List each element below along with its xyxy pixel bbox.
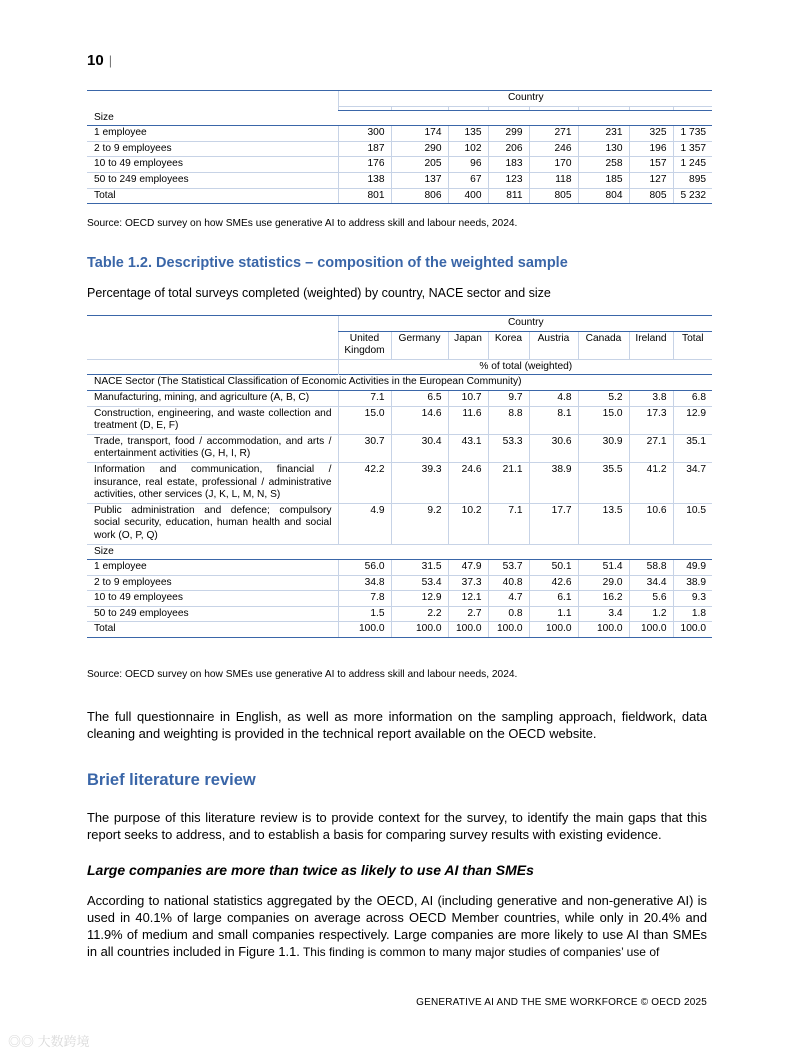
table2-unit-row [87,359,712,375]
paragraph-purpose: The purpose of this literature review is to provide context for the survey, to identify the main gaps that this report seeks to address, and to establish a basis for comparing survey results with existing evidence. [87,810,707,842]
column-header: Korea [488,331,529,359]
cell-value: 805 [529,188,578,204]
paragraph-statistics [87,892,707,961]
cell-value: 12.1 [448,591,488,607]
cell-value: 9.3 [673,591,712,607]
cell-value: 40.8 [488,575,529,591]
cell-value: 10.6 [629,503,673,544]
cell-value: 895 [673,172,712,188]
cell-value: 6.1 [529,591,578,607]
cell-value: 6.5 [391,390,448,406]
cell-value: 135 [448,126,488,142]
cell-value: 100.0 [391,622,448,638]
table2-title: Table 1.2. Descriptive statistics – composition of the weighted sample [87,255,568,271]
subheading: Large companies are more than twice as likely to use AI than SMEs [87,862,534,878]
watermark-logo: ◎◎ 大数跨境 [8,1034,90,1049]
row-label: Manufacturing, mining, and agriculture (A, B, C) [87,390,338,406]
paragraph-statistics-main: According to national statistics aggregated by the OECD, AI (including generative and non-generative AI) is used in 40.1% of large companies on average across OECD Member countries, while only in 20.4% and 11.9% of medium and small companies respectively. Large companies are more likely to use AI than SMEs in all countries included in Figure 1.1. [87,893,707,959]
cell-value: 811 [488,188,529,204]
cell-value: 1 735 [673,126,712,142]
cell-value: 38.9 [673,575,712,591]
cell-value: 137 [391,172,448,188]
table1-country-header-row [87,91,712,107]
cell-value: 34.8 [338,575,391,591]
cell-value: 58.8 [629,560,673,576]
row-label: Total [87,188,338,204]
table-row [87,406,712,434]
cell-value: 10.5 [673,503,712,544]
cell-value: 1.5 [338,606,391,622]
table1-source: Source: OECD survey on how SMEs use generative AI to address skill and labour needs, 2024. [87,218,518,229]
cell-value: 325 [629,126,673,142]
cell-value: 12.9 [673,406,712,434]
cell-value: 5.2 [578,390,629,406]
cell-value: 34.7 [673,462,712,503]
table2-size-section [87,544,712,560]
cell-value: 0.8 [488,606,529,622]
column-header: Total [673,331,712,359]
table2-country-header-row [87,316,712,332]
row-label: 2 to 9 employees [87,141,338,157]
cell-value: 100.0 [673,622,712,638]
cell-value: 246 [529,141,578,157]
cell-value: 206 [488,141,529,157]
cell-value: 1 245 [673,157,712,173]
cell-value: 29.0 [578,575,629,591]
table-row [87,157,712,173]
cell-value: 43.1 [448,434,488,462]
table-sample-counts [87,90,712,204]
cell-value: 42.2 [338,462,391,503]
cell-value: 16.2 [578,591,629,607]
row-label: 1 employee [87,126,338,142]
cell-value: 9.7 [488,390,529,406]
table-row [87,591,712,607]
cell-value: 6.8 [673,390,712,406]
table-row [87,462,712,503]
cell-value: 10.7 [448,390,488,406]
cell-value: 100.0 [629,622,673,638]
row-label: 1 employee [87,560,338,576]
column-header: United Kingdom [338,331,391,359]
cell-value: 118 [529,172,578,188]
cell-value: 31.5 [391,560,448,576]
table2-size-label: Size [87,544,712,560]
table1-size-label: Size [87,110,712,126]
cell-value: 30.7 [338,434,391,462]
page-number: 10 | [87,52,113,69]
cell-value: 53.4 [391,575,448,591]
cell-value: 3.8 [629,390,673,406]
cell-value: 15.0 [578,406,629,434]
paragraph-statistics-tail: This finding is common to many major studies of companies’ use of [299,945,660,959]
cell-value: 30.4 [391,434,448,462]
cell-value: 37.3 [448,575,488,591]
cell-value: 14.6 [391,406,448,434]
cell-value: 100.0 [488,622,529,638]
cell-value: 8.1 [529,406,578,434]
cell-value: 1.1 [529,606,578,622]
table-row [87,126,712,142]
cell-value: 300 [338,126,391,142]
cell-value: 53.3 [488,434,529,462]
cell-value: 11.6 [448,406,488,434]
cell-value: 805 [629,188,673,204]
row-label: 50 to 249 employees [87,172,338,188]
cell-value: 35.5 [578,462,629,503]
row-label: Trade, transport, food / accommodation, and arts / entertainment activities (G, H, I, R) [87,434,338,462]
column-header: Japan [448,331,488,359]
table-row [87,434,712,462]
cell-value: 5.6 [629,591,673,607]
cell-value: 187 [338,141,391,157]
cell-value: 231 [578,126,629,142]
cell-value: 100.0 [529,622,578,638]
cell-value: 4.7 [488,591,529,607]
cell-value: 30.9 [578,434,629,462]
table-row [87,606,712,622]
row-label: Construction, engineering, and waste collection and treatment (D, E, F) [87,406,338,434]
cell-value: 53.7 [488,560,529,576]
cell-value: 804 [578,188,629,204]
column-header: Germany [391,331,448,359]
cell-value: 42.6 [529,575,578,591]
table-row [87,575,712,591]
paragraph-questionnaire: The full questionnaire in English, as well as more information on the sampling approach, fieldwork, data cleaning and weighting is provided in the technical report available on the OECD website. [87,709,707,741]
row-label: 2 to 9 employees [87,575,338,591]
table-total-row [87,188,712,204]
cell-value: 41.2 [629,462,673,503]
cell-value: 50.1 [529,560,578,576]
cell-value: 130 [578,141,629,157]
table-row [87,172,712,188]
row-label: 10 to 49 employees [87,591,338,607]
cell-value: 205 [391,157,448,173]
cell-value: 185 [578,172,629,188]
cell-value: 100.0 [338,622,391,638]
row-label: Information and communication, financial / insurance, real estate, professional / administrative activities, other services (J, K, L, M, N, S) [87,462,338,503]
cell-value: 123 [488,172,529,188]
cell-value: 13.5 [578,503,629,544]
cell-value: 170 [529,157,578,173]
column-header: Austria [529,331,578,359]
cell-value: 174 [391,126,448,142]
cell-value: 17.3 [629,406,673,434]
cell-value: 8.8 [488,406,529,434]
cell-value: 1 357 [673,141,712,157]
table1-country-header: Country [338,91,712,107]
row-label: Total [87,622,338,638]
table2-source: Source: OECD survey on how SMEs use generative AI to address skill and labour needs, 2024. [87,669,518,680]
cell-value: 138 [338,172,391,188]
cell-value: 801 [338,188,391,204]
cell-value: 1.2 [629,606,673,622]
table-total-row [87,622,712,638]
cell-value: 47.9 [448,560,488,576]
cell-value: 176 [338,157,391,173]
cell-value: 38.9 [529,462,578,503]
section-heading: Brief literature review [87,771,256,789]
row-label: 10 to 49 employees [87,157,338,173]
table-row [87,390,712,406]
table2-nace-section [87,375,712,391]
table-descriptive-statistics [87,315,712,638]
cell-value: 35.1 [673,434,712,462]
cell-value: 4.8 [529,390,578,406]
cell-value: 10.2 [448,503,488,544]
cell-value: 258 [578,157,629,173]
cell-value: 196 [629,141,673,157]
table2-column-headers [87,331,712,359]
table-row [87,503,712,544]
column-header: Ireland [629,331,673,359]
cell-value: 3.4 [578,606,629,622]
cell-value: 4.9 [338,503,391,544]
table1-size-section [87,110,712,126]
cell-value: 100.0 [448,622,488,638]
row-label: 50 to 249 employees [87,606,338,622]
cell-value: 102 [448,141,488,157]
cell-value: 24.6 [448,462,488,503]
cell-value: 96 [448,157,488,173]
cell-value: 17.7 [529,503,578,544]
cell-value: 21.1 [488,462,529,503]
row-label: Public administration and defence; compulsory social security, education, human health and social work (O, P, Q) [87,503,338,544]
cell-value: 7.1 [488,503,529,544]
watermark-text: 大数跨境 [37,1034,90,1049]
cell-value: 39.3 [391,462,448,503]
cell-value: 30.6 [529,434,578,462]
cell-value: 12.9 [391,591,448,607]
page-footer: GENERATIVE AI AND THE SME WORKFORCE © OECD 2025 [416,997,707,1008]
cell-value: 290 [391,141,448,157]
cell-value: 5 232 [673,188,712,204]
table-row [87,560,712,576]
cell-value: 2.2 [391,606,448,622]
cell-value: 15.0 [338,406,391,434]
cell-value: 271 [529,126,578,142]
cell-value: 51.4 [578,560,629,576]
cell-value: 67 [448,172,488,188]
cell-value: 157 [629,157,673,173]
cell-value: 400 [448,188,488,204]
table2-nace-label: NACE Sector (The Statistical Classification of Economic Activities in the European Community) [87,375,712,391]
page-separator: | [108,53,113,68]
cell-value: 100.0 [578,622,629,638]
cell-value: 127 [629,172,673,188]
table-row [87,141,712,157]
cell-value: 1.8 [673,606,712,622]
cell-value: 299 [488,126,529,142]
cell-value: 806 [391,188,448,204]
cell-value: 56.0 [338,560,391,576]
cell-value: 49.9 [673,560,712,576]
table2-country-header: Country [338,316,712,332]
cell-value: 27.1 [629,434,673,462]
cell-value: 34.4 [629,575,673,591]
cell-value: 2.7 [448,606,488,622]
cell-value: 9.2 [391,503,448,544]
column-header: Canada [578,331,629,359]
table2-unit: % of total (weighted) [338,359,712,375]
cell-value: 7.1 [338,390,391,406]
table2-subtitle: Percentage of total surveys completed (weighted) by country, NACE sector and size [87,286,551,300]
cell-value: 183 [488,157,529,173]
cell-value: 7.8 [338,591,391,607]
